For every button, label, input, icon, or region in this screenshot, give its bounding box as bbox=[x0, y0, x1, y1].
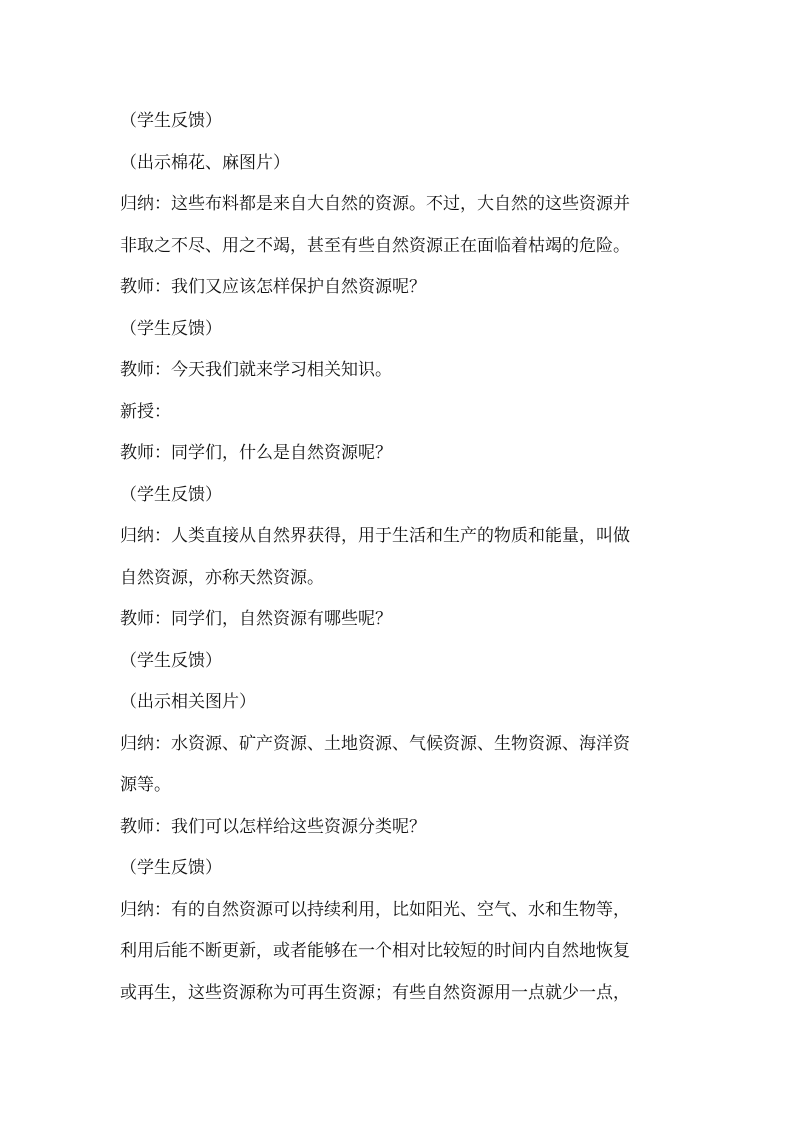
text-line: 归纳：有的自然资源可以持续利用，比如阳光、空气、水和生物等， bbox=[120, 899, 630, 920]
text-line: 教师：我们又应该怎样保护自然资源呢？ bbox=[120, 277, 426, 297]
text-line: 新授： bbox=[120, 401, 171, 422]
text-line: 归纳：这些布料都是来自大自然的资源。不过，大自然的这些资源并 bbox=[120, 194, 630, 214]
text-line: 教师：我们可以怎样给这些资源分类呢？ bbox=[120, 816, 426, 837]
text-line: （出示相关图片） bbox=[120, 692, 256, 712]
text-line: 非取之不尽、用之不竭，甚至有些自然资源正在面临着枯竭的危险。 bbox=[120, 235, 630, 256]
text-line: 利用后能不断更新，或者能够在一个相对比较短的时间内自然地恢复 bbox=[120, 941, 630, 961]
text-line: 教师：今天我们就来学习相关知识。 bbox=[120, 360, 392, 380]
text-line: 或再生，这些资源称为可再生资源；有些自然资源用一点就少一点， bbox=[120, 982, 630, 1003]
text-line: （学生反馈） bbox=[120, 650, 222, 671]
text-line: 归纳：水资源、矿产资源、土地资源、气候资源、生物资源、海洋资 bbox=[120, 733, 630, 754]
text-line: 教师：同学们，什么是自然资源呢？ bbox=[120, 443, 392, 463]
text-line: 教师：同学们，自然资源有哪些呢？ bbox=[120, 609, 392, 629]
text-line: （学生反馈） bbox=[120, 858, 222, 878]
text-line: （出示棉花、麻图片） bbox=[120, 152, 290, 173]
text-line: （学生反馈） bbox=[120, 111, 222, 131]
text-line: 源等。 bbox=[120, 775, 171, 795]
document-body bbox=[120, 101, 690, 1014]
text-line: 归纳：人类直接从自然界获得，用于生活和生产的物质和能量，叫做 bbox=[120, 526, 630, 546]
text-line: （学生反馈） bbox=[120, 484, 222, 505]
text-line: 自然资源，亦称天然资源。 bbox=[120, 567, 324, 588]
text-line: （学生反馈） bbox=[120, 318, 222, 339]
